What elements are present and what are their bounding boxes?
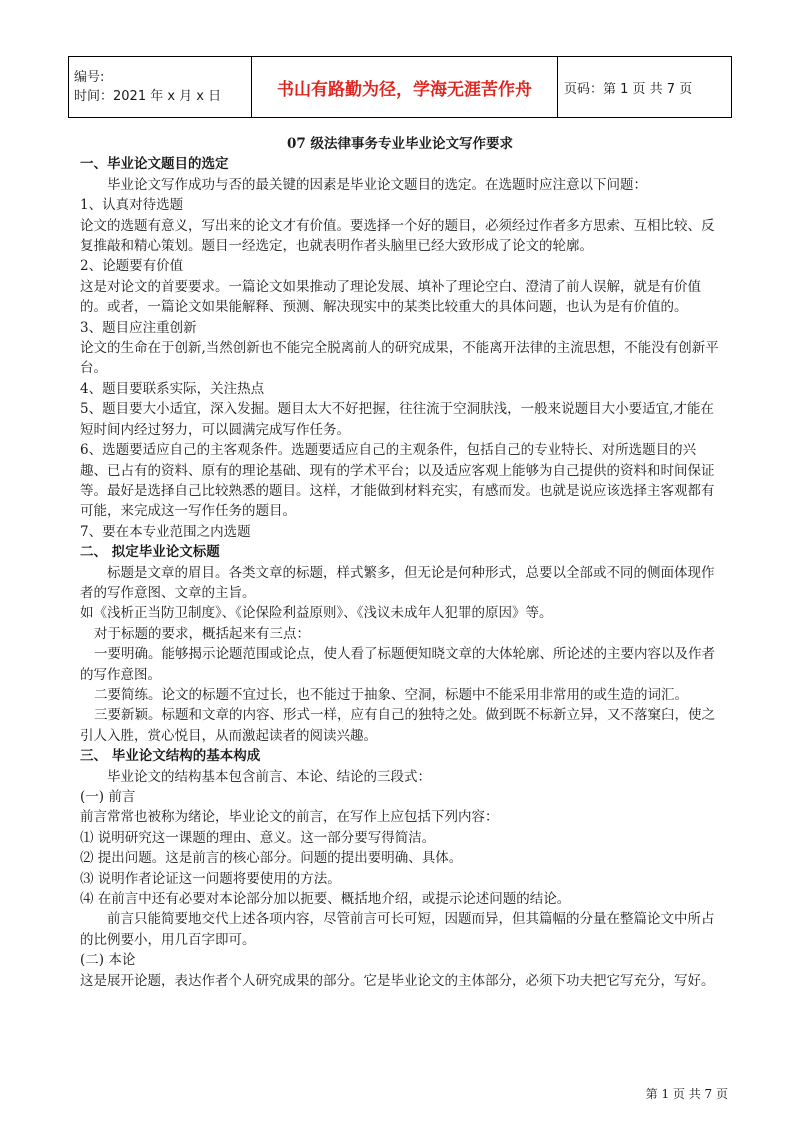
paragraph: 三要新颖。标题和文章的内容、形式一样，应有自己的独特之处。做到既不标新立异，又不落窠臼，使之引人入胜，赏心悦目，从而激起读者的阅读兴趣。	[80, 707, 715, 744]
paragraph: 论文的生命在于创新,当然创新也不能完全脱离前人的研究成果，不能离开法律的主流思想，不能没有创新平台。	[80, 340, 719, 377]
paragraph: 前言常常也被称为绪论，毕业论文的前言，在写作上应包括下列内容：	[80, 809, 499, 826]
paragraph: 7、要在本专业范围之内选题	[80, 523, 251, 540]
paragraph: 3、题目应注重创新	[80, 319, 197, 336]
paragraph: ⑴ 说明研究这一课题的理由、意义。这一部分要写得简洁。	[80, 829, 436, 846]
document-title: 07 级法律事务专业毕业论文写作要求	[287, 136, 513, 152]
paragraph: ⑶ 说明作者论证这一问题将要使用的方法。	[80, 870, 341, 887]
paragraph: 6、选题要适应自己的主客观条件。选题要适应自己的主观条件，包括自己的专业特长、对所选题目的兴趣、已占有的资料、原有的理论基础、现有的学术平台；以及适应客观上能够为自己提供的资料和时间保证等。最好是选择自己比较熟悉的题目。这样，才能做到材料充实，有感而发。也就是说应该选择主客观都有可能，来完成这一写作任务的题目。	[80, 442, 715, 520]
paragraph: 毕业论文的结构基本包含前言、本论、结论的三段式：	[107, 768, 431, 785]
paragraph: (一) 前言	[80, 789, 136, 805]
paragraph: ⑷ 在前言中还有必要对本论部分加以扼要、概括地介绍，或提示论述问题的结论。	[80, 891, 571, 908]
paragraph: 如《浅析正当防卫制度》、《论保险利益原则》、《浅议未成年人犯罪的原因》等。	[80, 605, 553, 622]
paragraph: 这是展开论题，表达作者个人研究成果的部分。它是毕业论文的主体部分，必须下功夫把它写充分，写好。	[80, 972, 715, 989]
page-footer: 第 1 页 共 7 页	[645, 1087, 728, 1101]
paragraph: 这是对论文的首要要求。一篇论文如果推动了理论发展、填补了理论空白、澄清了前人误解，就是有价值的。或者，一篇论文如果能解释、预测、解决现实中的某类比较重大的具体问题，也认为是有价值的。	[80, 278, 701, 316]
page-info: 页码：第 1 页 共 7 页	[558, 57, 732, 118]
document-body	[80, 134, 720, 991]
slogan: 书山有路勤为径，学海无涯苦作舟	[252, 57, 558, 118]
paragraph: 二要简练。论文的标题不宜过长，也不能过于抽象、空洞，标题中不能采用非常用的或生造的词汇。	[94, 686, 688, 703]
header-table	[68, 56, 732, 118]
time-label: 时间：2021 年 x 月 x 日	[74, 89, 222, 104]
paragraph: 毕业论文写作成功与否的最关键的因素是毕业论文题目的选定。在选题时应注意以下问题：	[107, 176, 647, 193]
section-heading: 二、 拟定毕业论文标题	[80, 544, 220, 561]
paragraph: 4、题目要联系实际，关注热点	[80, 380, 265, 397]
number-label: 编号:	[74, 70, 105, 85]
document-lines	[80, 154, 720, 991]
paragraph: ⑵ 提出问题。这是前言的核心部分。问题的提出要明确、具体。	[80, 850, 463, 867]
paragraph: 前言只能简要地交代上述各项内容，尽管前言可长可短，因题而异，但其篇幅的分量在整篇论文中所占的比例要小，用几百字即可。	[80, 911, 715, 948]
paragraph: 对于标题的要求，概括起来有三点：	[94, 625, 310, 642]
paragraph: 2、论题要有价值	[80, 258, 184, 275]
paragraph: 5、题目要大小适宜，深入发掘。题目太大不好把握，往往流于空洞肤浅，一般来说题目大小要适宜,才能在短时间内经过努力，可以圆满完成写作任务。	[80, 401, 714, 438]
paragraph: 标题是文章的眉目。各类文章的标题，样式繁多，但无论是何种形式，总要以全部或不同的侧面体现作者的写作意图、文章的主旨。	[80, 564, 715, 601]
section-heading: 三、 毕业论文结构的基本构成	[80, 748, 261, 765]
paragraph: (二) 本论	[80, 952, 136, 969]
header-left-cell	[69, 57, 252, 118]
paragraph: 1、认真对待选题	[80, 197, 184, 214]
paragraph: 一要明确。能够揭示论题范围或论点，使人看了标题便知晓文章的大体轮廓、所论述的主要内容以及作者的写作意图。	[80, 646, 715, 683]
section-heading: 一、毕业论文题目的选定	[80, 156, 229, 173]
paragraph: 论文的选题有意义，写出来的论文才有价值。要选择一个好的题目，必须经过作者多方思索、互相比较、反复推敲和精心策划。题目一经选定，也就表明作者头脑里已经大致形成了论文的轮廓。	[80, 217, 715, 255]
